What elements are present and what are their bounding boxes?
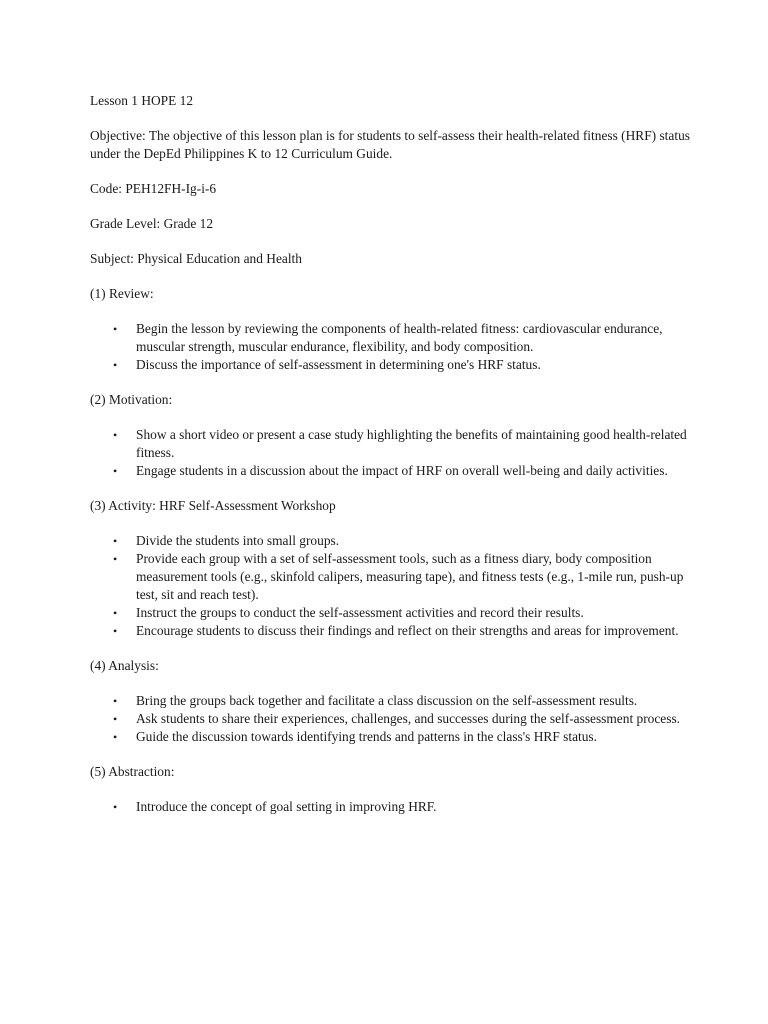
section-heading: (2) Motivation: [90,392,173,407]
bullet-list [90,798,690,816]
list-item [90,710,690,728]
list-item [90,426,690,462]
bullet-icon: • [113,322,118,336]
bullet-icon: • [113,800,118,814]
list-item-text: Divide the students into small groups. [136,533,340,548]
list-item [90,622,690,640]
section-heading: (5) Abstraction: [90,764,175,779]
list-item [90,692,690,710]
list-item [90,798,690,816]
bullet-icon: • [113,606,118,620]
list-item-text: Provide each group with a set of self-assessment tools, such as a fitness diary, body composition measurement tools (e.g., skinfold calipers, measuring tape), and fitness tests (e.g., 1-mile run, push-up test, sit and reach test). [136,551,684,602]
section-heading: (1) Review: [90,286,154,301]
lesson-title: Lesson 1 HOPE 12 [90,93,194,108]
bullet-list [90,692,690,746]
bullet-icon: • [113,534,118,548]
list-item [90,356,690,374]
list-item-text: Guide the discussion towards identifying trends and patterns in the class's HRF status. [136,729,597,744]
list-item [90,320,690,356]
bullet-icon: • [113,694,118,708]
section-heading: (3) Activity: HRF Self-Assessment Workshop [90,498,336,513]
list-item-text: Encourage students to discuss their findings and reflect on their strengths and areas for improvement. [136,623,679,638]
bullet-icon: • [113,358,118,372]
objective-paragraph: Objective: The objective of this lesson plan is for students to self-assess their health-related fitness (HRF) status under the DepEd Philippines K to 12 Curriculum Guide. [90,128,690,161]
list-item-text: Begin the lesson by reviewing the components of health-related fitness: cardiovascular endurance, muscular strength, muscular endurance, flexibility, and body composition. [136,321,663,354]
list-item [90,604,690,622]
list-item-text: Ask students to share their experiences, challenges, and successes during the self-assessment process. [136,711,681,726]
list-item-text: Engage students in a discussion about the impact of HRF on overall well-being and daily activities. [136,463,668,478]
bullet-icon: • [113,464,118,478]
list-item [90,550,690,604]
grade-level-line: Grade Level: Grade 12 [90,216,214,231]
bullet-icon: • [113,712,118,726]
list-item-text: Introduce the concept of goal setting in improving HRF. [136,799,437,814]
list-item-text: Instruct the groups to conduct the self-assessment activities and record their results. [136,605,584,620]
code-line: Code: PEH12FH-Ig-i-6 [90,181,217,196]
bullet-icon: • [113,552,118,566]
document-page [90,92,690,833]
list-item [90,728,690,746]
list-item-text: Bring the groups back together and facilitate a class discussion on the self-assessment results. [136,693,638,708]
list-item-text: Show a short video or present a case study highlighting the benefits of maintaining good health-related fitness. [136,427,687,460]
subject-line: Subject: Physical Education and Health [90,251,302,266]
bullet-list [90,320,690,374]
bullet-list [90,532,690,640]
bullet-icon: • [113,624,118,638]
section-heading: (4) Analysis: [90,658,159,673]
list-item [90,462,690,480]
bullet-icon: • [113,730,118,744]
bullet-icon: • [113,428,118,442]
list-item-text: Discuss the importance of self-assessment in determining one's HRF status. [136,357,541,372]
list-item [90,532,690,550]
bullet-list [90,426,690,480]
